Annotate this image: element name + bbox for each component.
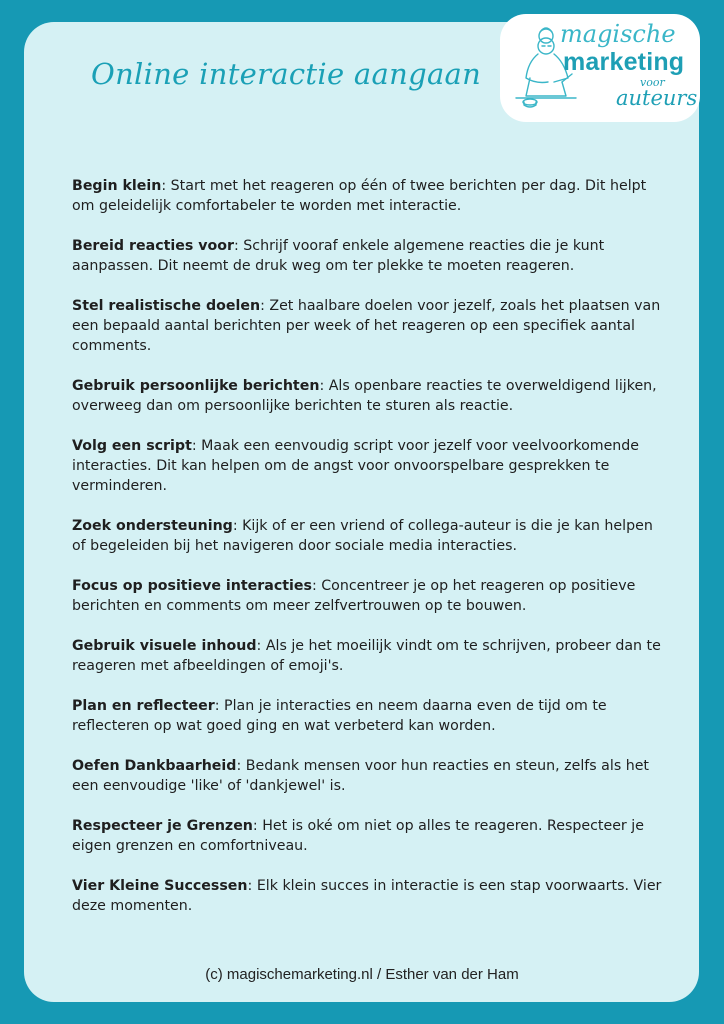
tip-item [72, 436, 662, 496]
tip-heading: Bereid reacties voor [72, 238, 235, 254]
logo-text-marketing: marketing [563, 48, 685, 76]
tip-text: : Bedank mensen voor hun reacties en steun, zelfs als het een eenvoudige 'like' of 'dankjewel' is. [72, 758, 649, 794]
tip-item [72, 636, 662, 676]
tip-heading: Volg een script [72, 438, 192, 454]
tip-item [72, 876, 662, 916]
tip-text: : Kijk of er een vriend of collega-auteur is die je kan helpen of begeleiden bij het navigeren door sociale media interacties. [72, 518, 653, 554]
tip-text: : Elk klein succes in interactie is een stap voorwaarts. Vier deze momenten. [72, 878, 662, 914]
tips-list [72, 176, 662, 936]
tip-heading: Respecteer je Grenzen [72, 818, 253, 834]
tip-text: : Concentreer je op het reageren op positieve berichten en comments om meer zelfvertrouwen op te bouwen. [72, 578, 636, 614]
tip-text: : Het is oké om niet op alles te reageren. Respecteer je eigen grenzen en comfortniveau. [72, 818, 644, 854]
copyright-footer: (c) magischemarketing.nl / Esther van der Ham [205, 966, 519, 983]
tip-text: : Maak een eenvoudig script voor jezelf voor veelvoorkomende interacties. Dit kan helpen om de angst voor onvoorspelbare gesprekken te verminderen. [72, 438, 640, 494]
tip-item [72, 376, 662, 416]
tip-heading: Focus op positieve interacties [72, 578, 312, 594]
tip-heading: Vier Kleine Successen [72, 878, 248, 894]
tip-item [72, 296, 662, 356]
tip-item [72, 756, 662, 796]
tip-heading: Oefen Dankbaarheid [72, 758, 237, 774]
tip-heading: Plan en reflecteer [72, 698, 215, 714]
page-title: Online interactie aangaan [91, 57, 482, 91]
tip-item [72, 816, 662, 856]
tip-item [72, 516, 662, 556]
tip-text: : Zet haalbare doelen voor jezelf, zoals het plaatsen van een bepaald aantal berichten per week of het reageren op een specifiek aantal comments. [72, 298, 661, 354]
logo-text-magische: magische [560, 20, 676, 48]
tip-text: : Start met het reageren op één of twee berichten per dag. Dit helpt om geleidelijk comfortabeler te worden met interactie. [72, 178, 647, 214]
tip-heading: Zoek ondersteuning [72, 518, 233, 534]
tip-text: : Schrijf vooraf enkele algemene reacties die je kunt aanpassen. Dit neemt de druk weg om ter plekke te moeten reageren. [72, 238, 605, 274]
tip-heading: Gebruik visuele inhoud [72, 638, 257, 654]
tip-text: : Als openbare reacties te overweldigend lijken, overweeg dan om persoonlijke berichten te sturen als reactie. [72, 378, 657, 414]
brand-logo [500, 14, 700, 122]
logo-text-voor: voor [640, 76, 665, 89]
logo-text-auteurs: auteurs [616, 86, 698, 110]
tip-item [72, 176, 662, 216]
tip-item [72, 696, 662, 736]
tip-text: : Als je het moeilijk vindt om te schrijven, probeer dan te reageren met afbeeldingen of emoji's. [72, 638, 661, 674]
tip-text: : Plan je interacties en neem daarna even de tijd om te reflecteren op wat goed ging en wat verbeterd kan worden. [72, 698, 607, 734]
tip-heading: Begin klein [72, 178, 162, 194]
tip-item [72, 236, 662, 276]
tip-heading: Gebruik persoonlijke berichten [72, 378, 320, 394]
tip-item [72, 576, 662, 616]
tip-heading: Stel realistische doelen [72, 298, 261, 314]
